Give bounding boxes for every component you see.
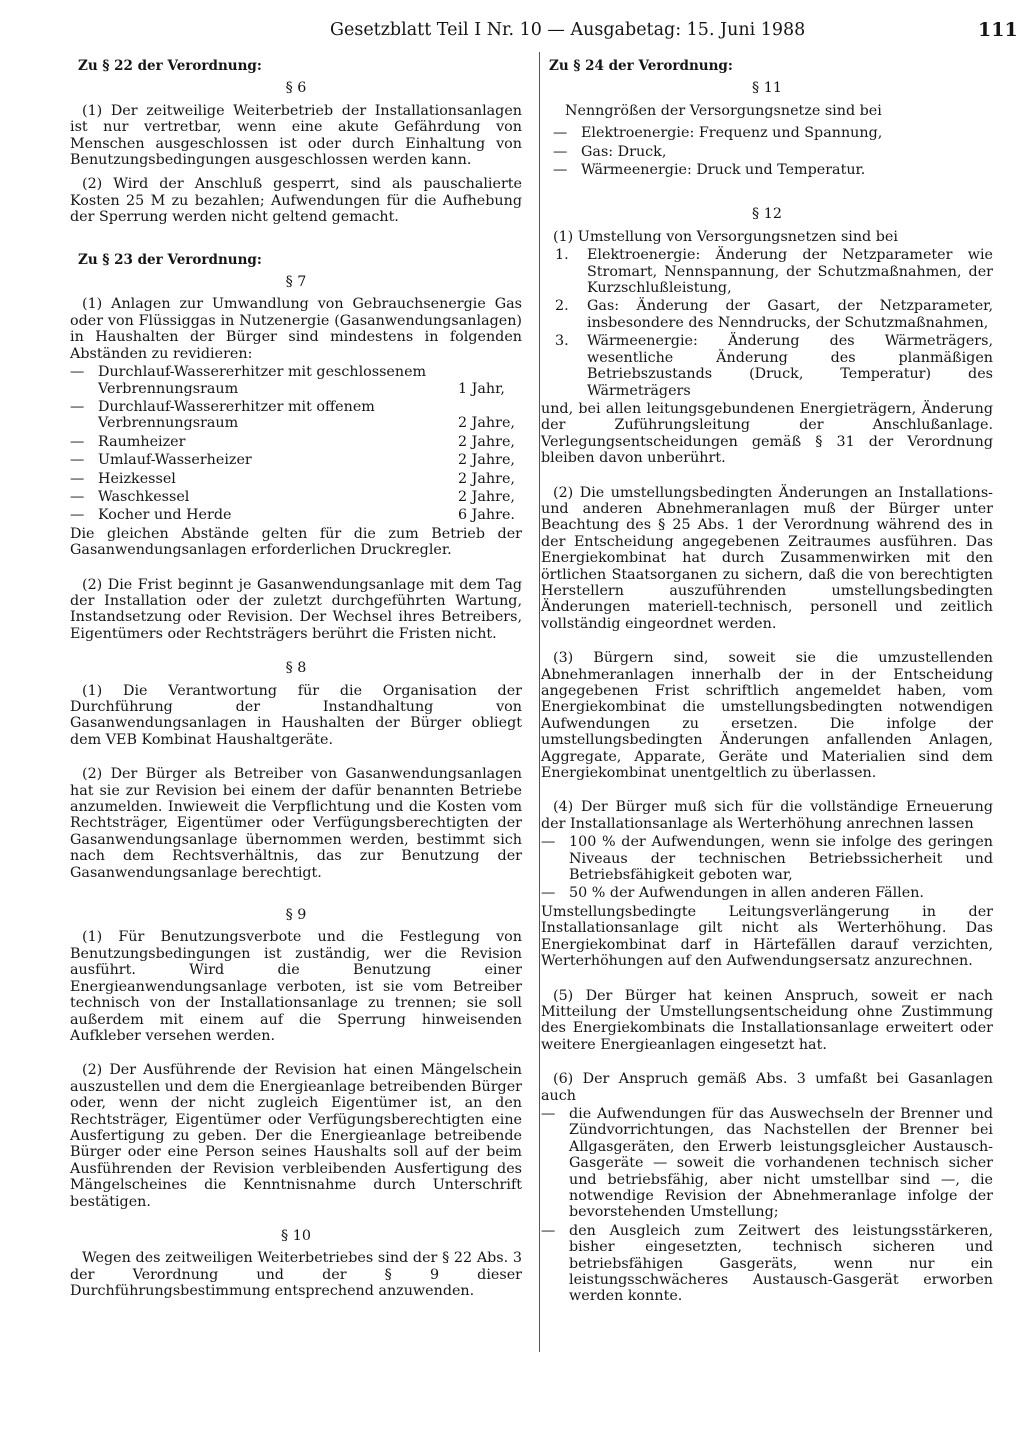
dash-mark: — bbox=[553, 125, 568, 142]
dash-mark: — bbox=[70, 364, 85, 381]
list-item-text: 50 % der Aufwendungen in allen anderen Fällen. bbox=[569, 885, 924, 902]
dash-mark: — bbox=[553, 162, 568, 179]
list-item-text: Elektroenergie: Frequenz und Spannung, bbox=[581, 125, 883, 142]
paragraph-sign-6: § 6 bbox=[285, 80, 307, 97]
list-number: 3. bbox=[555, 333, 569, 350]
paragraph-sign-9: § 9 bbox=[285, 907, 307, 924]
list-item-value: 2 Jahre, bbox=[458, 452, 515, 469]
paragraph-sign-11: § 11 bbox=[752, 80, 782, 97]
nominal-sizes-list bbox=[541, 125, 993, 178]
paragraph-sign-12: § 12 bbox=[752, 206, 782, 223]
value-increase-list bbox=[541, 834, 993, 902]
paragraph-sign-8: § 8 bbox=[285, 660, 307, 677]
dash-mark: — bbox=[70, 470, 85, 487]
list-number: 2. bbox=[555, 298, 569, 315]
list-item bbox=[541, 885, 993, 901]
conversion-list bbox=[541, 247, 993, 399]
header-title: Gesetzblatt Teil I Nr. 10 — Ausgabetag: 15. Juni 1988 bbox=[330, 20, 806, 40]
dash-mark: — bbox=[541, 1105, 556, 1122]
list-item-text: Wärmeenergie: Änderung des Wärmeträgers, wesentliche Änderung des planmäßigen Betriebszustands (Druck, Temperatur) des Wärmeträgers bbox=[587, 333, 993, 399]
list-item bbox=[70, 471, 522, 487]
dash-mark: — bbox=[541, 885, 556, 902]
list-number: 1. bbox=[555, 247, 569, 264]
list-item bbox=[541, 1223, 993, 1305]
dash-mark: — bbox=[541, 834, 556, 851]
list-item-label: Durchlauf-Wassererhitzer mit geschlossenem Verbrennungsraum bbox=[98, 364, 427, 397]
page-number: 111 bbox=[978, 19, 1018, 41]
paragraph: und, bei allen leitungsgebundenen Energieträgern, Änderung der Zuführungsleitung der Anschlußanlage. Verlegungsentscheidungen gemäß § 31 der Verordnung bleiben davon unberührt. bbox=[541, 400, 993, 467]
list-item-value: 1 Jahr, bbox=[458, 380, 505, 397]
list-item-label: Kocher und Herde bbox=[98, 507, 232, 524]
paragraph: (2) Der Bürger als Betreiber von Gasanwendungsanlagen hat sie zur Revision bei einem der dafür benannten Betriebe anzumelden. Inwieweit die Verpflichtung und die Kosten vom Rechtsträger, Eigentümer oder Verfügungsberechtigten der Gasanwendungsanlage übernommen werden, bestimmt sich nach dem Rechtsverhältnis, das zur Benutzung der Gasanwendungsanlage berechtigt. bbox=[70, 766, 522, 881]
paragraph: (3) Bürgern sind, soweit sie die umzustellenden Abnehmeranlagen innerhalb der in der Entscheidung angegebenen Frist schriftlich angemeldet haben, vom Energiekombinat die umstellungsbedingten notwendigen Aufwendungen zu ersetzen. Die infolge der umstellungsbedingten Änderungen anfallenden Anlagen, Aggregate, Apparate, Geräte und Materialien sind dem Energiekombinat unentgeltlich zu überlassen. bbox=[541, 650, 993, 782]
list-item bbox=[70, 507, 522, 523]
list-item bbox=[541, 125, 993, 141]
paragraph: (2) Die umstellungsbedingten Änderungen an Installations- und anderen Abnehmeranlagen muß der Bürger unter Beachtung des § 25 Abs. 1 der Verordnung während des in der Entscheidung angegebenen Zeitraumes ausführen. Das Energiekombinat hat durch Zusammenwirken mit den örtlichen Staatsorganen zu sichern, daß die von berechtigten Herstellern auszuführenden umstellungsbedingten Änderungen materiell-technisch, personell und zeitlich vollständig eingeordnet werden. bbox=[541, 484, 993, 632]
paragraph: (1) Der zeitweilige Weiterbetrieb der Installationsanlagen ist nur vertretbar, wenn eine akute Gefährdung von Menschen ausgeschlossen ist oder durch Einhaltung von Benutzungsbedingungen ausgeschlossen werden kann. bbox=[70, 102, 522, 169]
paragraph: (2) Die Frist beginnt je Gasanwendungsanlage mit dem Tag der Installation oder der zuletzt durchgeführten Wartung, Instandsetzung oder Revision. Der Wechsel ihres Betreibers, Eigentümers oder Rechtsträgers berührt die Fristen nicht. bbox=[70, 576, 522, 642]
paragraph: (2) Wird der Anschluß gesperrt, sind als pauschalierte Kosten 25 M zu bezahlen; Aufwendungen für die Aufhebung der Sperrung werden nicht geltend gemacht. bbox=[70, 176, 522, 226]
paragraph: Umstellungsbedingte Leitungsverlängerung in der Installationsanlage gilt nicht als Werterhöhung. Das Energiekombinat darf in Härtefällen darauf verzichten, Werterhöhungen auf den Aufwendungsersatz anzurechnen. bbox=[541, 903, 993, 970]
dash-mark: — bbox=[553, 143, 568, 160]
dash-mark: — bbox=[70, 433, 85, 450]
left-column bbox=[70, 58, 522, 1300]
paragraph: Die gleichen Abstände gelten für die zum Betrieb der Gasanwendungsanlagen erforderlichen Druckregler. bbox=[70, 525, 522, 559]
right-column bbox=[541, 58, 993, 1307]
list-item-label: Waschkessel bbox=[98, 488, 190, 505]
list-item-text: Elektroenergie: Änderung der Netzparameter wie Stromart, Nennspannung, der Schutzmaßnahmen, der Kurzschlußleistung, bbox=[587, 247, 993, 297]
section-heading-22: Zu § 22 der Verordnung: bbox=[78, 58, 262, 74]
list-item-label: Heizkessel bbox=[98, 470, 176, 487]
list-item-label: Durchlauf-Wassererhitzer mit offenem Verbrennungsraum bbox=[98, 398, 375, 432]
paragraph: (1) Für Benutzungsverbote und die Festlegung von Benutzungsbedingungen ist zuständig, wer die Revision ausführt. Wird die Benutzung einer Energieanwendungsanlage verboten, ist sie vom Betreiber technisch von der Installationsanlage zu trennen; sie soll außerdem mit einem auf die Sperrung hinweisenden Aufkleber versehen werden. bbox=[70, 929, 522, 1044]
list-item-text: Wärmeenergie: Druck und Temperatur. bbox=[581, 162, 866, 179]
list-item-value: 6 Jahre. bbox=[458, 507, 515, 524]
list-item-text: Gas: Änderung der Gasart, der Netzparameter, insbesondere des Nenndrucks, der Schutzmaßnahmen, bbox=[587, 298, 993, 331]
dash-mark: — bbox=[70, 507, 85, 524]
paragraph: (1) Die Verantwortung für die Organisation der Durchführung der Instandhaltung von Gasanwendungsanlagen in Haushalten der Bürger obliegt dem VEB Kombinat Haushaltgeräte. bbox=[70, 682, 522, 748]
dash-mark: — bbox=[70, 398, 85, 415]
dash-mark: — bbox=[541, 1222, 556, 1239]
paragraph: (4) Der Bürger muß sich für die vollständige Erneuerung der Installationsanlage als Werterhöhung anrechnen lassen bbox=[541, 799, 993, 832]
paragraph: (1) Umstellung von Versorgungsnetzen sind bei bbox=[553, 228, 898, 245]
paragraph: Wegen des zeitweiligen Weiterbetriebes sind der § 22 Abs. 3 der Verordnung und der § 9 dieser Durchführungsbestimmung entsprechend anzuwenden. bbox=[70, 1250, 522, 1300]
list-item-value: 2 Jahre, bbox=[458, 470, 515, 487]
paragraph: (5) Der Bürger hat keinen Anspruch, soweit er nach Mitteilung der Umstellungsentscheidung ohne Zustimmung des Energiekombinats die Installationsanlage erweitert oder weitere Energieanlagen eingesetzt hat. bbox=[541, 987, 993, 1053]
list-item-text: Gas: Druck, bbox=[581, 143, 667, 160]
paragraph: (6) Der Anspruch gemäß Abs. 3 umfaßt bei Gasanlagen auch bbox=[541, 1071, 993, 1104]
list-item-value: 2 Jahre, bbox=[458, 415, 515, 432]
paragraph-sign-7: § 7 bbox=[285, 274, 307, 291]
list-item bbox=[541, 1106, 993, 1221]
list-item bbox=[70, 452, 522, 468]
revision-interval-list bbox=[70, 364, 522, 524]
dash-mark: — bbox=[70, 488, 85, 505]
list-item bbox=[541, 333, 993, 399]
list-item bbox=[70, 399, 522, 432]
list-item-text: den Ausgleich zum Zeitwert des leistungsstärkeren, bisher eingesetzten, technisch sicheren und betriebsfähigen Gasgeräts, wenn nur ein leistungsschwächeres Austausch-Gasgerät erworben werden konnte. bbox=[569, 1222, 993, 1305]
gas-claim-list bbox=[541, 1106, 993, 1305]
paragraph: (1) Anlagen zur Umwandlung von Gebrauchsenergie Gas oder von Flüssiggas in Nutzenergie (Gasanwendungsanlagen) in Haushalten der Bürger sind mindestens in folgenden Abständen zu revidieren: bbox=[70, 296, 522, 362]
paragraph-sign-10: § 10 bbox=[281, 1227, 311, 1244]
list-item bbox=[70, 434, 522, 450]
list-item-text: 100 % der Aufwendungen, wenn sie infolge des geringen Niveaus der technischen Betriebssicherheit und Betriebsfähigkeit geboten war, bbox=[569, 834, 993, 884]
list-item-label: Umlauf-Wasserheizer bbox=[98, 452, 252, 469]
list-item bbox=[70, 489, 522, 505]
section-heading-23: Zu § 23 der Verordnung: bbox=[78, 251, 262, 268]
list-item-text: die Aufwendungen für das Auswechseln der Brenner und Zündvorrichtungen, das Nachstellen der Brenner bei Allgasgeräten, den Erwerb leistungsgleicher Austausch-Gasgeräte — soweit die vorhandenen technisch sicher und betriebsfähig, aber nicht umstellbar sind —, die notwendige Revision der Abnehmeranlage infolge der bevorstehenden Umstellung; bbox=[569, 1105, 993, 1221]
section-heading-24: Zu § 24 der Verordnung: bbox=[549, 58, 733, 74]
dash-mark: — bbox=[70, 452, 85, 469]
list-item bbox=[541, 247, 993, 296]
page-header bbox=[0, 0, 1024, 50]
paragraph: Nenngrößen der Versorgungsnetze sind bei bbox=[565, 102, 882, 119]
list-item bbox=[541, 144, 993, 160]
list-item-value: 2 Jahre, bbox=[458, 488, 515, 505]
list-item bbox=[541, 162, 993, 178]
column-divider bbox=[539, 52, 540, 1352]
list-item-label: Raumheizer bbox=[98, 433, 186, 450]
list-item bbox=[70, 364, 522, 397]
paragraph: (2) Der Ausführende der Revision hat einen Mängelschein auszustellen und dem die Energieanlage betreibenden Bürger oder, wenn der nicht zugleich Eigentümer ist, an den Rechtsträger, Eigentümer oder Verfügungsberechtigten eine Ausfertigung zu geben. Der die Energieanlage betreibende Bürger oder eine Person seines Haushalts soll auf der beim Ausführenden der Revision verbleibenden Ausfertigung des Mängelscheines die Kenntnisnahme durch Unterschrift bestätigen. bbox=[70, 1062, 522, 1210]
list-item-value: 2 Jahre, bbox=[458, 433, 515, 450]
list-item bbox=[541, 834, 993, 883]
list-item bbox=[541, 298, 993, 331]
